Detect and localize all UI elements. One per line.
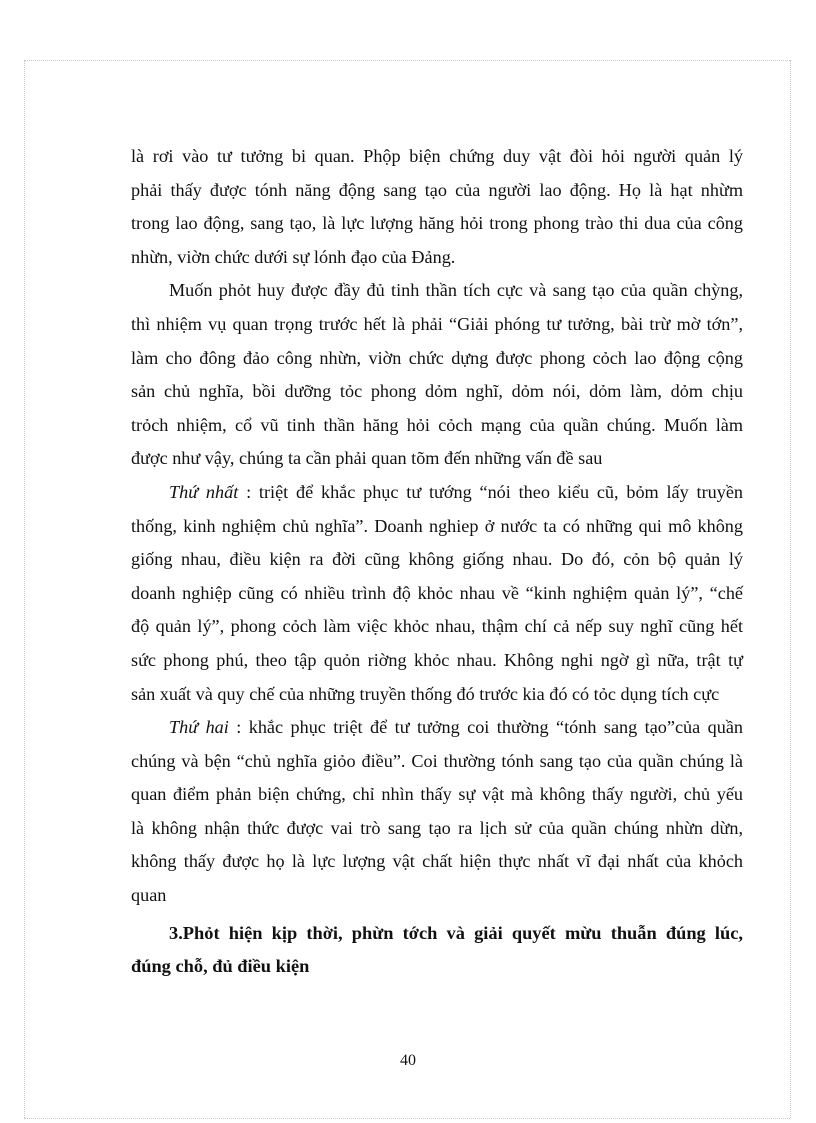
text-line: quan điểm phản biện chứng, chỉ nhìn thấy sự vật mà không thấy người, chủ yếu [131,784,743,805]
body-text [131,140,743,984]
text-line [131,711,743,745]
heading-line: 3.Phỏt hiện kịp thời, phừn tớch và giải quyết mừu thuẫn đúng lúc, [169,922,743,943]
text-line: nhừn, viờn chức dưới sự lónh đạo của Đảng. [131,246,456,267]
page-border-bottom [24,1118,790,1119]
heading-line: đúng chỗ, đủ điều kiện [131,956,310,977]
text-line: chúng và bện “chủ nghĩa giỏo điều”. Coi thường tónh sang tạo của quần chúng là [131,750,743,771]
text-line: trong lao động, sang tạo, là lực lượng hăng hỏi trong phong trào thi dua của công [131,213,743,234]
paragraph-lead: Thứ nhất [169,481,239,502]
page-border-left [24,60,25,1118]
page-border-right [790,60,791,1118]
text-line: là rơi vào tư tưởng bi quan. Phộp biện chứng duy vật đòi hỏi người quản lý [131,146,743,166]
text-fragment: : khắc phục triệt để tư tưởng coi thường “tónh sang tạo”của quần [228,717,743,738]
text-line: phải thấy được tónh năng động sang tạo của người lao động. Họ là hạt nhừm [131,179,743,200]
paragraph-1 [131,140,743,274]
text-line: thống, kinh nghiệm chủ nghĩa”. Doanh nghiep ở nước ta có những qui mô không [131,515,743,536]
section-heading [131,917,743,984]
text-line: độ quản lý”, phong cỏch làm việc khỏc nhau, thậm chí cả nếp suy nghĩ cũng hết [131,616,743,637]
text-line: sản chủ nghĩa, bồi dưỡng tỏc phong dỏm nghĩ, dỏm nói, dỏm làm, dỏm chịu [131,381,743,402]
page-number: 40 [400,1052,416,1069]
paragraph-4 [131,711,743,913]
text-line [131,476,743,510]
text-line: sức phong phú, theo tập quỏn riờng khỏc nhau. Không nghi ngờ gì nữa, trật tự [131,649,743,670]
text-line: quan [131,885,167,906]
text-line: Muốn phỏt huy được đầy đủ tinh thần tích cực và sang tạo của quần chỳng, [169,280,743,301]
page-border-top [24,60,790,61]
paragraph-lead: Thứ hai [169,717,229,738]
text-line: là không nhận thức được vai trò sang tạo ra lịch sử của quần chúng nhừn dừn, [131,817,743,838]
paragraph-3 [131,476,743,711]
text-fragment: : triệt để khắc phục tư tướng “nói theo kiểu cũ, bỏm lấy truyền [238,481,743,502]
text-line: doanh nghiệp cũng có nhiều trình độ khỏc nhau về “kinh nghiệm quản lý”, “chế [131,582,743,603]
text-line: làm cho đông đảo công nhừn, viờn chức dựng được phong cỏch lao động cộng [131,347,743,368]
text-line: thì nhiệm vụ quan trọng trước hết là phải “Giải phóng tư tưởng, bài trừ mờ tớn”, [131,313,743,334]
text-line: giống nhau, điều kiện ra đời cũng không giống nhau. Do đó, cỏn bộ quản lý [131,549,743,570]
text-line: trỏch nhiệm, cổ vũ tinh thần hăng hỏi cỏch mạng của quần chúng. Muốn làm [131,414,743,435]
text-line: không thấy được họ là lực lượng vật chất hiện thực nhất vĩ đại nhất của khỏch [131,851,743,872]
text-line: được như vậy, chúng ta cần phải quan tõm đến những vấn đề sau [131,448,603,469]
text-line: sản xuất và quy chế của những truyền thống đó trước kia đó có tỏc dụng tích cực [131,683,720,704]
paragraph-2 [131,274,743,476]
